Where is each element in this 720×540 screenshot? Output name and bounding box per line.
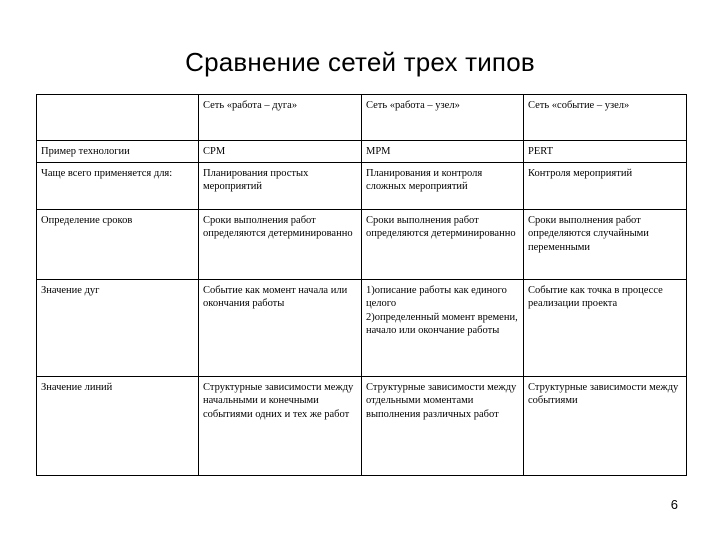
table-cell: Структурные зависимости между начальными и конечными событиями одних и тех же работ xyxy=(199,376,362,475)
row-label: Значение линий xyxy=(37,376,199,475)
table-cell: MPM xyxy=(362,141,524,163)
slide-title: Сравнение сетей трех типов xyxy=(185,47,535,77)
row-label: Значение дуг xyxy=(37,279,199,376)
table-cell: Планирования простых мероприятий xyxy=(199,162,362,209)
table-cell: Сроки выполнения работ определяются детерминированно xyxy=(199,209,362,279)
header-cell-empty xyxy=(37,95,199,141)
row-label: Чаще всего применяется для: xyxy=(37,162,199,209)
table-header-row xyxy=(37,95,687,141)
table-cell: Событие как момент начала или окончания работы xyxy=(199,279,362,376)
table-cell: 1)описание работы как единого целого 2)определенный момент времени, начало или окончание работы xyxy=(362,279,524,376)
table-cell: CPM xyxy=(199,141,362,163)
table-cell: Сроки выполнения работ определяются детерминированно xyxy=(362,209,524,279)
table-cell: PERT xyxy=(524,141,687,163)
table-cell: Структурные зависимости между событиями xyxy=(524,376,687,475)
table-row xyxy=(37,376,687,475)
comparison-table xyxy=(36,94,687,476)
row-label: Определение сроков xyxy=(37,209,199,279)
page-number: 6 xyxy=(670,497,678,512)
header-cell-activity-node: Сеть «работа – узел» xyxy=(362,95,524,141)
header-cell-activity-arc: Сеть «работа – дуга» xyxy=(199,95,362,141)
header-cell-event-node: Сеть «событие – узел» xyxy=(524,95,687,141)
table-cell: Сроки выполнения работ определяются случайными переменными xyxy=(524,209,687,279)
table-row xyxy=(37,162,687,209)
table-row xyxy=(37,141,687,163)
table-row xyxy=(37,209,687,279)
table-cell: Планирования и контроля сложных мероприятий xyxy=(362,162,524,209)
row-label: Пример технологии xyxy=(37,141,199,163)
table-row xyxy=(37,279,687,376)
table-cell: Структурные зависимости между отдельными моментами выполнения различных работ xyxy=(362,376,524,475)
table-cell: Событие как точка в процессе реализации проекта xyxy=(524,279,687,376)
table-cell: Контроля мероприятий xyxy=(524,162,687,209)
